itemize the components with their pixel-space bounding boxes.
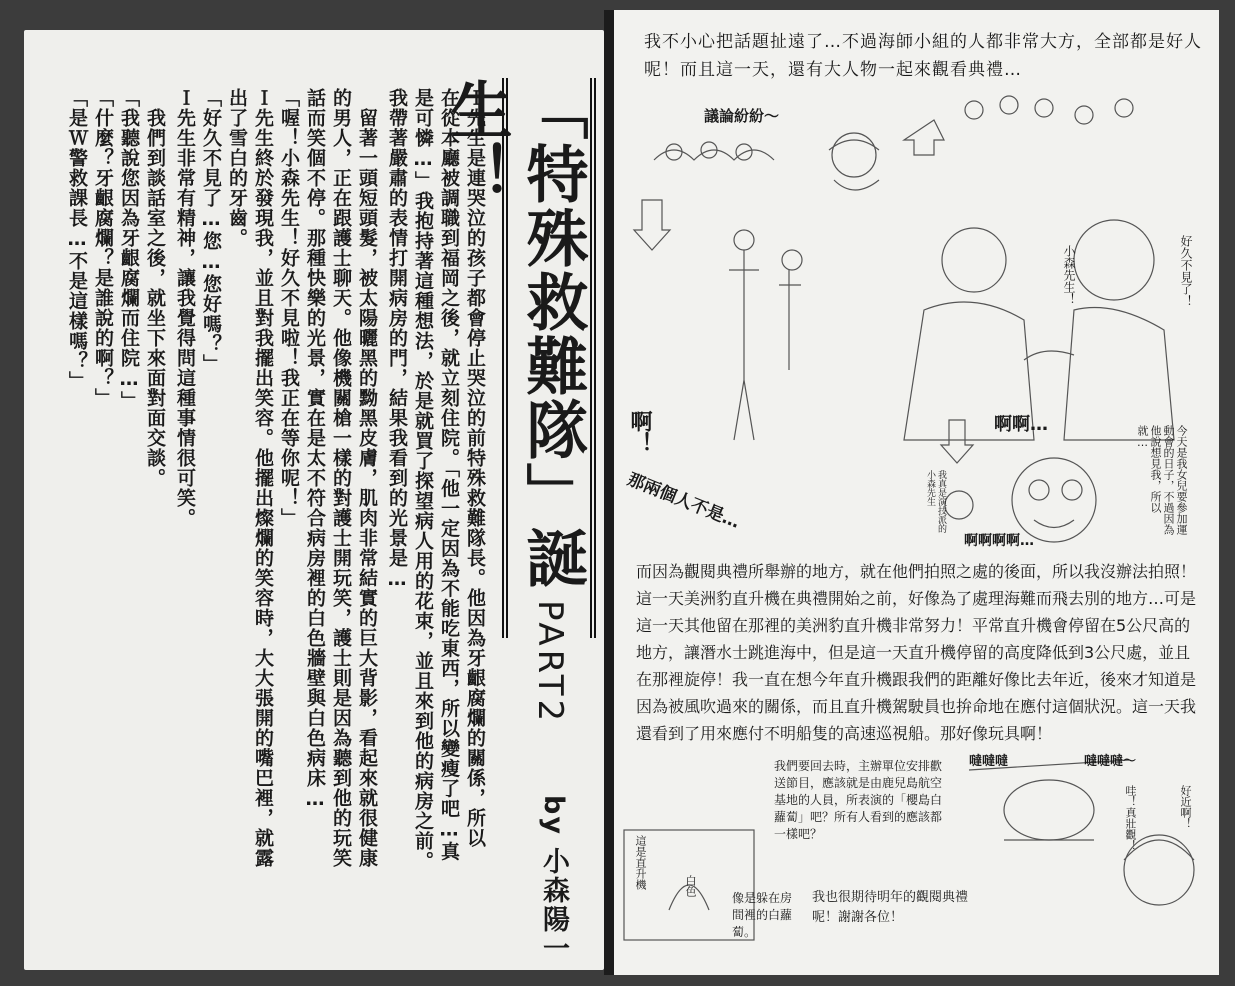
text-column: Ｉ先生是連哭泣的孩子都會停止哭泣的前特殊救難隊長。他因為牙齦腐爛的關係，所以 xyxy=(464,88,486,848)
those-two-text: 那兩個人不是… xyxy=(624,469,743,533)
speech-bubble-komori: 小森先生！ xyxy=(1062,245,1076,305)
text-column: 的男人，正在跟護士聊天。他像機關槍一樣的對護士開玩笑，護士則是因為聽到他的玩笑 xyxy=(330,88,352,868)
text-column: 「是Ｗ警救課長…不是這樣嗎？」 xyxy=(66,88,88,391)
left-page xyxy=(24,30,604,970)
text-column: 我們到談話室之後，就坐下來面對面交談。 xyxy=(144,108,166,488)
sfx-ahah: 啊啊… xyxy=(994,414,1048,435)
right-page xyxy=(614,10,1219,975)
body-text: 而因為觀閱典禮所舉辦的地方，就在他們拍照之處的後面，所以我沒辦法拍照！這一天美洲豹直升機在典禮開始之前，好像為了處理海難而飛去別的地方…可是這一天其他留在那裡的美洲豹直升機非常努力！平常直升機會停留在5公尺高的地方，讓潛水士跳進海中，但是這一天直升機停留的高度降低到3公尺處，並且在那裡旋停！我一直在想今年直升機跟我們的距離好像比去年近，後來才知道是因為被風吹過來的關係，而且直升機駕駛員也拚命地在應付這個狀況。這一天我還看到了用來應付不明船隻的高速巡視船。那好像玩具啊！ xyxy=(636,562,1197,743)
closing-text: 我也很期待明年的觀閱典禮呢！謝謝各位！ xyxy=(812,890,969,925)
wow-text: 哇！真壯觀！ xyxy=(1124,785,1137,851)
speech-bubble-daughter: 今天是我女兒要參加運動會的日子，不過因為他說想見我，所以就… xyxy=(1136,425,1188,535)
so-close-text: 好近啊！ xyxy=(1179,785,1192,829)
white-label: 白色 xyxy=(684,875,697,897)
radish-caption: 像是躲在房間裡的白蘿蔔。 xyxy=(732,891,793,939)
part-label: PART2 xyxy=(530,600,570,726)
text-column: 「好久不見了…您…您好嗎？」 xyxy=(200,88,222,374)
sfx-ah: 啊！ xyxy=(627,410,652,454)
sfx-heli-1: 噠噠噠 xyxy=(969,754,1009,769)
text-column: 在從本廳被調職到福岡之後，就立刻住院。「他一定因為不能吃東西，所以變瘦了吧…真 xyxy=(438,88,460,862)
text-column: 留著一頭短頭髮，被太陽曬黑的黝黑皮膚，肌肉非常結實的巨大背影，看起來就很健康 xyxy=(356,108,378,868)
this-is-heli-text: 這是直升機 xyxy=(634,835,647,890)
text-column: 「喔！小森先生！好久不見啦！我正在等你呢！」 xyxy=(278,88,300,528)
sfx-heli-2: 噠噠噠～ xyxy=(1084,754,1137,769)
text-column: Ｉ先生非常有精神，讓我覺得問這種事情很可笑。 xyxy=(174,88,196,528)
text-column: 「我聽說您因為牙齦腐爛而住院…」 xyxy=(118,88,140,411)
article-title: 「特殊救難隊」誕生！ xyxy=(440,78,589,590)
text-column: 出了雪白的牙齒。 xyxy=(226,88,248,248)
text-column: 「什麼？牙齦腐爛？是誰說的啊？」 xyxy=(92,88,114,408)
intro-text: 我不小心把話題扯遠了…不過海師小組的人都非常大方，全部都是好人呢！而且這一天，還有大人物一起來觀看典禮… xyxy=(644,32,1202,80)
sfx-ahahah: 啊啊啊啊… xyxy=(964,533,1034,549)
speech-bubble-long-time: 好久不見了！ xyxy=(1179,235,1193,307)
farewell-caption: 我們要回去時，主辦單位安排歡送節目，應該就是由鹿兒島航空基地的人員，所表演的「櫻島白蘿蔔」吧？所有人看到的應該都一樣吧？ xyxy=(774,759,943,841)
book-gutter xyxy=(604,10,614,975)
actor-note: 我真是演技派的小森先生 xyxy=(925,470,946,533)
text-column: 是可憐…」我抱持著這種想法，於是就買了探望病人用的花束，並且來到他的病房之前。 xyxy=(412,88,434,871)
text-column: 我帶著嚴肅的表情打開病房的門，結果我看到的光景是… xyxy=(386,88,408,591)
sfx-discussion: 議論紛紛～ xyxy=(704,107,780,125)
byline: by 小森陽一 xyxy=(538,795,569,964)
text-column: Ｉ先生終於發現我，並且對我擺出笑容。他擺出燦爛的笑容時，大大張開的嘴巴裡，就露 xyxy=(252,88,274,868)
text-column: 話而笑個不停。那種快樂的光景，實在是太不符合病房裡的白色牆壁與白色病床… xyxy=(304,88,326,811)
